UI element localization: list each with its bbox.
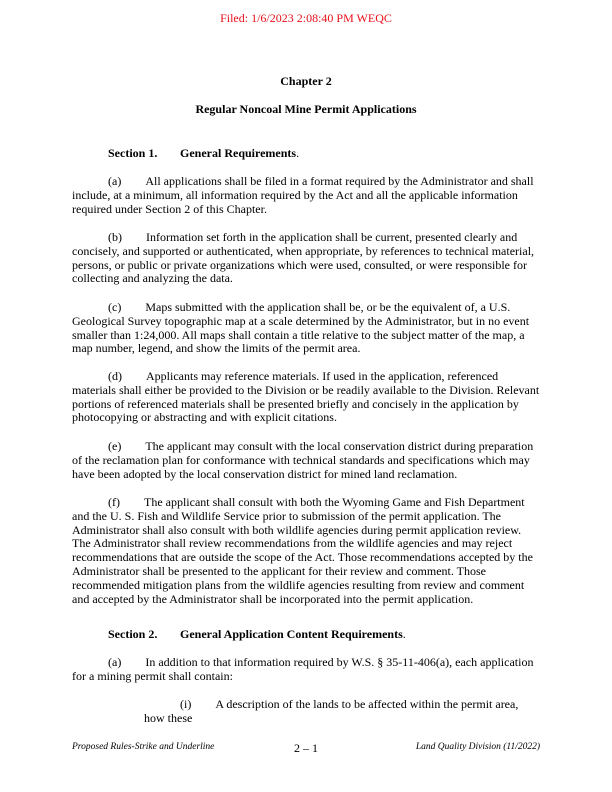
paragraph-2a: (a) In addition to that information required by W.S. § 35-11-406(a), each application for a mining permit shall contain: [72, 655, 534, 683]
section-2-heading-block [72, 628, 540, 642]
paragraph-1a: (a) All applications shall be filed in a format required by the Administrator and shall include, at a minimum, all information required by the Act and all the applicable information required under Section 2 of this Chapter. [72, 174, 534, 216]
section-1-period: . [296, 146, 300, 160]
para-2a-block [72, 656, 540, 684]
section-2-number: Section 2. [108, 627, 158, 641]
paragraph-1e: (e) The applicant may consult with the local conservation district during preparation of the reclamation plan for conformance with technical standards and specifications which may have been adopted by the local conservation district for mined land reclamation. [72, 439, 534, 481]
para-1d-block [72, 370, 540, 425]
para-1a-block [72, 175, 540, 216]
chapter-title: Regular Noncoal Mine Permit Applications [195, 102, 417, 116]
section-1-heading-block [72, 147, 540, 161]
filed-stamp: Filed: 1/6/2023 2:08:40 PM WEQC [220, 11, 392, 25]
para-1e-block [72, 440, 540, 481]
paragraph-1c: (c) Maps submitted with the application shall be, or be the equivalent of, a U.S. Geological Survey topographic map at a scale determined by the Administrator, but in no event smaller than 1:24,000. All maps shall contain a title relative to the subject matter of the map, a map number, legend, and show the limits of the permit area. [72, 300, 530, 356]
paragraph-1d: (d) Applicants may reference materials. If used in the application, referenced materials shall either be provided to the Division or be readily available to the Division. Relevant portions of referenced materials shall be presented briefly and concisely in the application by photocopying or abstracting and with explicit citations. [72, 369, 540, 425]
section-2-title: General Application Content Requirements [180, 627, 403, 641]
section-2-period: . [402, 627, 406, 641]
para-2a-i-block [72, 698, 540, 726]
section-1-heading [72, 147, 540, 161]
paragraph-1f: (f) The applicant shall consult with both the Wyoming Game and Fish Department and the U. S. Fish and Wildlife Service prior to submission of the permit application. The Administrator shall also consult with both wildlife agencies during permit application review. The Administrator shall review recommendations from the wildlife agencies and may reject recommendations that are outside the scope of the Act. Those recommendations accepted by the Administrator shall be presented to the applicant for their review and comment. Those recommended mitigation plans from the wildlife agencies resulting from review and comment and accepted by the Administrator shall be incorporated into the permit application. [72, 495, 533, 606]
section-1-number: Section 1. [108, 146, 158, 160]
para-1f-block [72, 496, 540, 606]
section-2-heading [72, 628, 540, 642]
section-1-title: General Requirements [180, 146, 297, 160]
paragraph-2a-i: (i) A description of the lands to be affected within the permit area, how these [144, 697, 519, 725]
footer-right: Land Quality Division (11/2022) [415, 742, 540, 752]
footer-left: Proposed Rules-Strike and Underline [72, 742, 215, 752]
page-number: 2 – 1 [294, 741, 318, 755]
para-1b-block [72, 231, 540, 286]
para-1c-block [72, 301, 540, 356]
chapter-heading: Chapter 2 [280, 74, 332, 88]
paragraph-1b: (b) Information set forth in the application shall be current, presented clearly and concisely, and supported or authenticated, when appropriate, by references to technical material, persons, or public or private organizations which were used, consulted, or were responsible for collecting and analyzing the data. [72, 230, 535, 286]
